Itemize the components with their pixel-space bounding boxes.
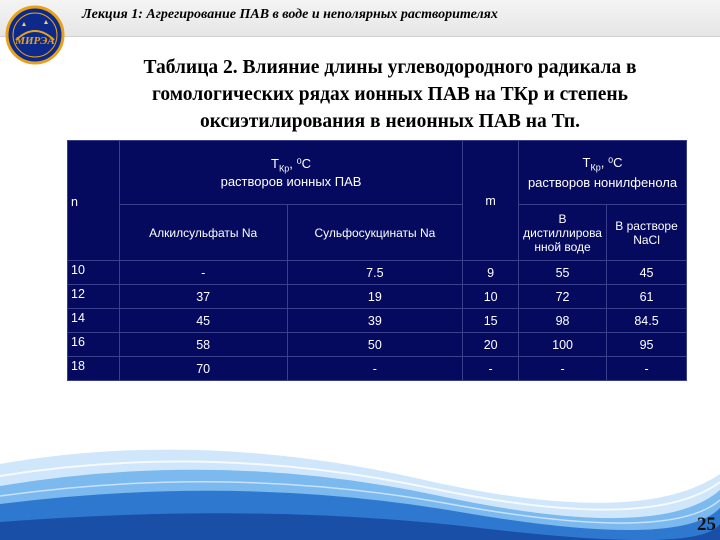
subheader-nacl: В растворе NaCl	[607, 205, 687, 261]
cell-alkyl: 37	[119, 285, 287, 309]
cell-m: 10	[463, 285, 519, 309]
cell-alkyl: 70	[119, 357, 287, 381]
cell-n: 18	[68, 357, 120, 381]
decorative-wave-band	[0, 424, 720, 540]
cell-nacl: 61	[607, 285, 687, 309]
cell-n: 12	[68, 285, 120, 309]
cell-sulfo: 39	[287, 309, 463, 333]
cell-nacl: 84.5	[607, 309, 687, 333]
subheader-sulfo: Сульфосукцинаты Na	[287, 205, 463, 261]
cell-sulfo: 50	[287, 333, 463, 357]
subheader-water: В дистиллирова нной воде	[519, 205, 607, 261]
mirea-logo	[4, 4, 66, 66]
cell-alkyl: 45	[119, 309, 287, 333]
cell-water: 100	[519, 333, 607, 357]
cell-sulfo: -	[287, 357, 463, 381]
table-row	[68, 285, 687, 309]
slide-title	[70, 54, 710, 135]
cell-m: 9	[463, 261, 519, 285]
cell-nacl: 45	[607, 261, 687, 285]
cell-water: -	[519, 357, 607, 381]
table-row	[68, 309, 687, 333]
lecture-title: Лекция 1: Агрегирование ПАВ в воде и неполярных растворителях	[82, 7, 498, 22]
cell-n: 16	[68, 333, 120, 357]
page-number: 25	[697, 514, 716, 535]
cell-sulfo: 7.5	[287, 261, 463, 285]
title-line-3: оксиэтилирования в неионных ПАВ на Тп.	[199, 111, 581, 132]
header-ionic: $Т_{Кр}$, ⁰С растворов ионных ПАВ	[119, 141, 462, 205]
cell-alkyl: -	[119, 261, 287, 285]
cell-nacl: -	[607, 357, 687, 381]
table-row	[68, 261, 687, 285]
subheader-alkyl: Алкилсульфаты Na	[119, 205, 287, 261]
data-table	[67, 140, 687, 381]
cell-n: 14	[68, 309, 120, 333]
table-row	[68, 357, 687, 381]
cell-water: 55	[519, 261, 607, 285]
table-row	[68, 333, 687, 357]
cell-n: 10	[68, 261, 120, 285]
header-n: n	[68, 141, 120, 261]
title-line-2: гомологических рядах ионных ПАВ на ТКр и степень	[152, 84, 628, 105]
header-m: m	[463, 141, 519, 261]
cell-m: -	[463, 357, 519, 381]
cell-water: 72	[519, 285, 607, 309]
cell-alkyl: 58	[119, 333, 287, 357]
cell-m: 15	[463, 309, 519, 333]
cell-m: 20	[463, 333, 519, 357]
cell-nacl: 95	[607, 333, 687, 357]
logo-text: МИРЭА	[15, 35, 55, 47]
header-nonionic: $Т_{Кр}$, ⁰С растворов нонилфенола	[519, 141, 687, 205]
cell-water: 98	[519, 309, 607, 333]
title-line-1: Таблица 2. Влияние длины углеводородного радикала в	[143, 57, 637, 78]
cell-sulfo: 19	[287, 285, 463, 309]
